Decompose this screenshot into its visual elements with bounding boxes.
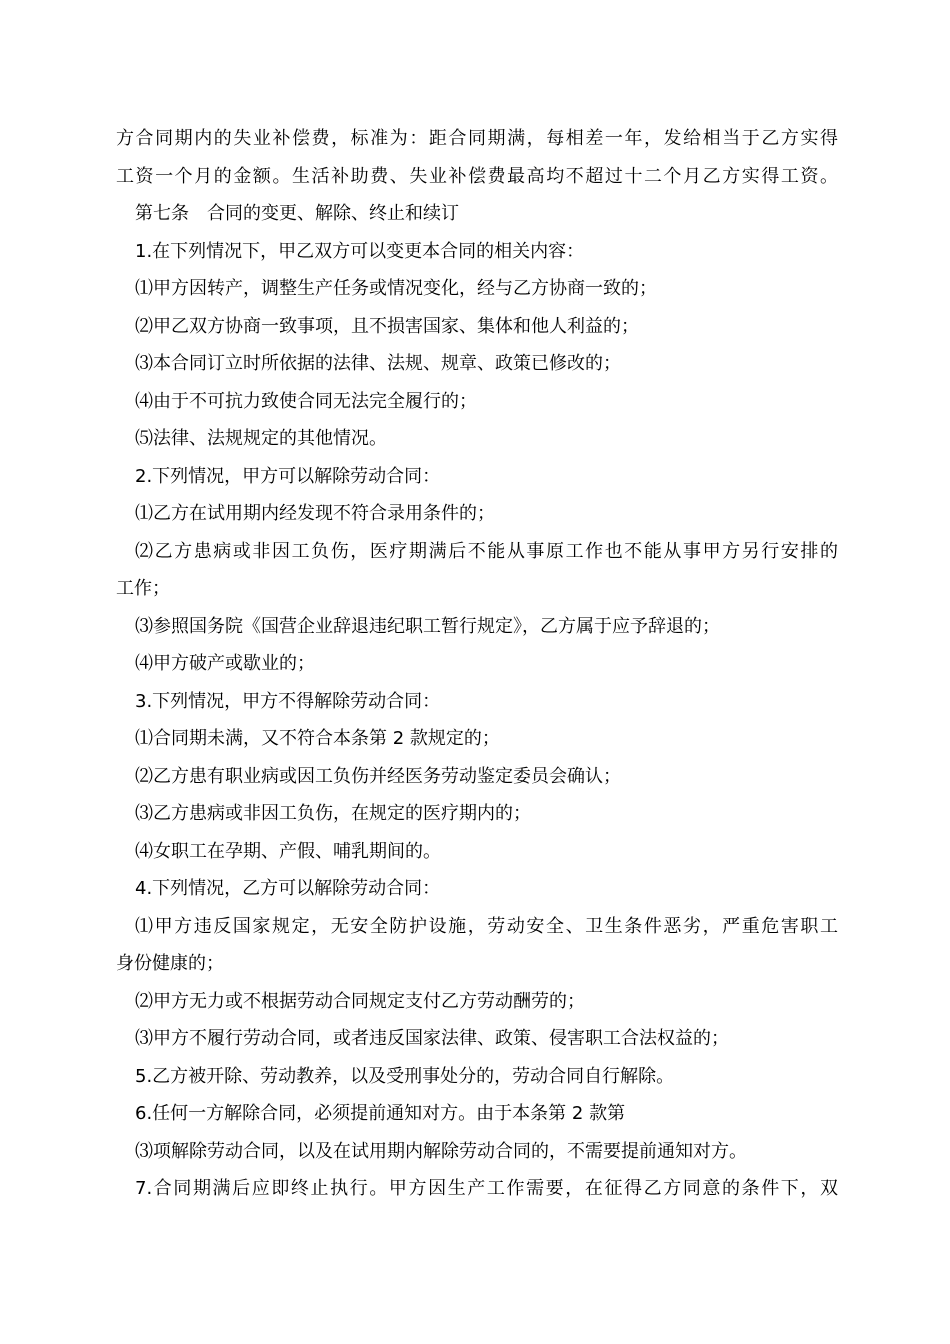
document-line: ⑵甲方无力或不根据劳动合同规定支付乙方劳动酬劳的； — [135, 990, 585, 1012]
document-line: ⑷甲方破产或歇业的； — [135, 653, 315, 674]
document-line: 5.乙方被开除、劳动教养，以及受刑事处分的，劳动合同自行解除。 — [135, 1065, 675, 1087]
document-line: ⑵乙方患有职业病或因工负伤并经医务劳动鉴定委员会确认； — [135, 765, 621, 787]
document-line: 方合同期内的失业补偿费，标准为：距合同期满，每相差一年，发给相当于乙方实得 — [116, 128, 838, 149]
document-line: 第七条 合同的变更、解除、终止和续订 — [135, 203, 459, 224]
document-line: ⑴甲方因转产，调整生产任务或情况变化，经与乙方协商一致的； — [135, 278, 657, 299]
document-line: 工资一个月的金额。生活补助费、失业补偿费最高均不超过十二个月乙方实得工资。 — [116, 165, 838, 187]
document-line: 1.在下列情况下，甲乙双方可以变更本合同的相关内容： — [135, 240, 585, 262]
document-line: ⑸法律、法规规定的其他情况。 — [135, 428, 387, 449]
document-line: 身份健康的； — [116, 953, 224, 974]
document-line: 2.下列情况，甲方可以解除劳动合同： — [135, 465, 441, 487]
document-line: ⑷女职工在孕期、产假、哺乳期间的。 — [135, 840, 441, 862]
document-line: ⑴甲方违反国家规定，无安全防护设施，劳动安全、卫生条件恶劣，严重危害职工 — [135, 915, 838, 937]
document-line: ⑶甲方不履行劳动合同，或者违反国家法律、政策、侵害职工合法权益的； — [135, 1028, 729, 1049]
document-line: ⑴合同期未满，又不符合本条第 2 款规定的； — [135, 728, 500, 749]
document-line: ⑴乙方在试用期内经发现不符合录用条件的； — [135, 503, 495, 524]
document-line: 3.下列情况，甲方不得解除劳动合同： — [135, 690, 441, 712]
document-line: ⑶乙方患病或非因工负伤，在规定的医疗期内的； — [135, 803, 531, 824]
document-line: 7.合同期满后应即终止执行。甲方因生产工作需要，在征得乙方同意的条件下，双 — [135, 1178, 838, 1199]
document-line: ⑵甲乙双方协商一致事项，且不损害国家、集体和他人利益的； — [135, 315, 639, 337]
document-line: 6.任何一方解除合同，必须提前通知对方。由于本条第 2 款第 — [135, 1103, 626, 1124]
document-line: 4.下列情况，乙方可以解除劳动合同： — [135, 878, 441, 899]
document-line: ⑶项解除劳动合同，以及在试用期内解除劳动合同的，不需要提前通知对方。 — [135, 1140, 747, 1162]
document-line: ⑷由于不可抗力致使合同无法完全履行的； — [135, 390, 477, 412]
document-line: ⑶本合同订立时所依据的法律、法规、规章、政策已修改的； — [135, 353, 621, 374]
document-line: 工作； — [116, 578, 170, 599]
document-line: ⑶参照国务院《国营企业辞退违纪职工暂行规定》，乙方属于应予辞退的； — [135, 615, 720, 637]
document-line: ⑵乙方患病或非因工负伤，医疗期满后不能从事原工作也不能从事甲方另行安排的 — [135, 540, 838, 562]
document-body — [116, 120, 838, 1208]
